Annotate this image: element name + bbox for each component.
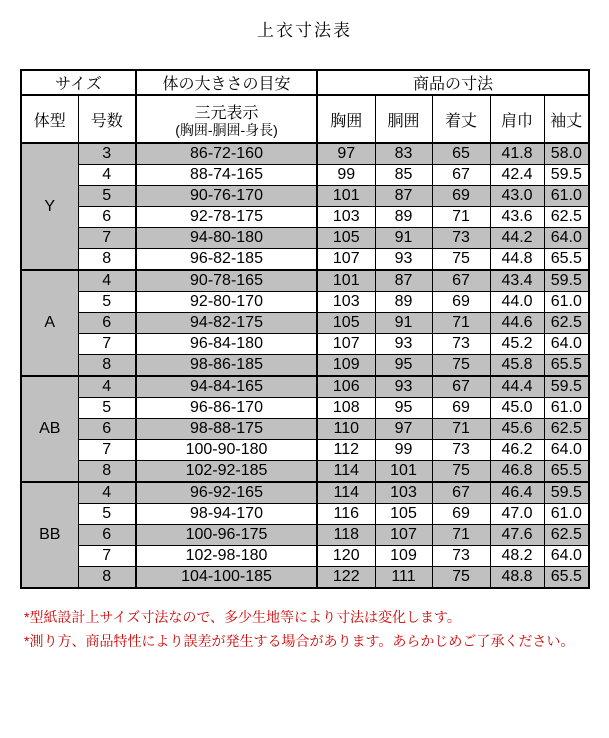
cell-shoulder-width: 47.6 [490, 525, 544, 546]
cell-three-measure: 94-80-180 [136, 228, 317, 249]
cell-chest: 103 [317, 207, 375, 228]
cell-size-number: 5 [78, 398, 136, 419]
cell-size-number: 8 [78, 355, 136, 377]
cell-three-measure: 94-82-175 [136, 313, 317, 334]
cell-chest: 122 [317, 567, 375, 589]
column-header-row [21, 95, 589, 143]
cell-shoulder-width: 44.0 [490, 292, 544, 313]
cell-size-number: 4 [78, 270, 136, 292]
cell-length: 67 [432, 270, 490, 292]
cell-three-measure: 92-78-175 [136, 207, 317, 228]
table-row [21, 165, 589, 186]
group-header-row [21, 70, 589, 95]
cell-sleeve-length: 64.0 [544, 440, 589, 461]
cell-waist: 93 [375, 334, 432, 355]
size-table-header [21, 70, 589, 143]
cell-shoulder-width: 48.2 [490, 546, 544, 567]
cell-three-measure: 98-94-170 [136, 504, 317, 525]
cell-length: 73 [432, 546, 490, 567]
cell-three-measure: 92-80-170 [136, 292, 317, 313]
cell-three-measure: 90-76-170 [136, 186, 317, 207]
cell-sleeve-length: 61.0 [544, 186, 589, 207]
cell-chest: 114 [317, 482, 375, 504]
cell-sleeve-length: 59.5 [544, 165, 589, 186]
cell-waist: 91 [375, 313, 432, 334]
cell-waist: 91 [375, 228, 432, 249]
col-header-sleeve-length: 袖丈 [544, 95, 589, 143]
cell-three-measure: 100-90-180 [136, 440, 317, 461]
cell-size-number: 8 [78, 249, 136, 271]
cell-length: 71 [432, 207, 490, 228]
cell-chest: 110 [317, 419, 375, 440]
cell-sleeve-length: 62.5 [544, 419, 589, 440]
cell-waist: 95 [375, 398, 432, 419]
cell-shoulder-width: 45.0 [490, 398, 544, 419]
cell-length: 73 [432, 228, 490, 249]
cell-shoulder-width: 43.4 [490, 270, 544, 292]
table-row [21, 504, 589, 525]
col-header-chest: 胸囲 [317, 95, 375, 143]
cell-sleeve-length: 58.0 [544, 143, 589, 165]
table-row [21, 207, 589, 228]
cell-size-number: 6 [78, 207, 136, 228]
cell-body-type: BB [21, 482, 78, 588]
table-row [21, 186, 589, 207]
cell-body-type: A [21, 270, 78, 376]
cell-shoulder-width: 44.8 [490, 249, 544, 271]
cell-waist: 105 [375, 504, 432, 525]
cell-three-measure: 94-84-165 [136, 376, 317, 398]
cell-shoulder-width: 43.0 [490, 186, 544, 207]
cell-size-number: 5 [78, 504, 136, 525]
cell-shoulder-width: 46.8 [490, 461, 544, 483]
table-row [21, 398, 589, 419]
cell-chest: 107 [317, 334, 375, 355]
cell-waist: 85 [375, 165, 432, 186]
cell-chest: 103 [317, 292, 375, 313]
cell-size-number: 4 [78, 482, 136, 504]
cell-sleeve-length: 62.5 [544, 313, 589, 334]
cell-waist: 87 [375, 186, 432, 207]
cell-length: 75 [432, 249, 490, 271]
cell-three-measure: 104-100-185 [136, 567, 317, 589]
col-header-three-measure [136, 95, 317, 143]
cell-three-measure: 102-98-180 [136, 546, 317, 567]
cell-waist: 97 [375, 419, 432, 440]
cell-waist: 101 [375, 461, 432, 483]
cell-body-type: AB [21, 376, 78, 482]
col-header-body-type: 体型 [21, 95, 78, 143]
cell-sleeve-length: 61.0 [544, 398, 589, 419]
cell-three-measure: 96-92-165 [136, 482, 317, 504]
cell-shoulder-width: 44.4 [490, 376, 544, 398]
cell-waist: 99 [375, 440, 432, 461]
cell-waist: 89 [375, 292, 432, 313]
table-row [21, 461, 589, 483]
cell-shoulder-width: 46.4 [490, 482, 544, 504]
cell-shoulder-width: 41.8 [490, 143, 544, 165]
cell-three-measure: 90-78-165 [136, 270, 317, 292]
table-row [21, 482, 589, 504]
size-table [20, 69, 590, 589]
cell-size-number: 7 [78, 334, 136, 355]
cell-length: 71 [432, 525, 490, 546]
cell-body-type: Y [21, 143, 78, 270]
table-row [21, 334, 589, 355]
cell-size-number: 7 [78, 440, 136, 461]
cell-length: 71 [432, 419, 490, 440]
cell-length: 75 [432, 355, 490, 377]
cell-chest: 101 [317, 186, 375, 207]
cell-chest: 106 [317, 376, 375, 398]
table-row [21, 355, 589, 377]
footnotes [24, 609, 609, 650]
table-row [21, 567, 589, 589]
cell-chest: 99 [317, 165, 375, 186]
cell-sleeve-length: 65.5 [544, 249, 589, 271]
footnote-pattern-design: *型紙設計上サイズ寸法なので、多少生地等により寸法は変化します。 [24, 609, 461, 625]
cell-length: 73 [432, 334, 490, 355]
cell-shoulder-width: 42.4 [490, 165, 544, 186]
table-row [21, 292, 589, 313]
table-row [21, 249, 589, 271]
cell-length: 67 [432, 376, 490, 398]
cell-length: 69 [432, 292, 490, 313]
group-header-size: サイズ [21, 70, 136, 95]
page-title: 上衣寸法表 [257, 21, 352, 40]
cell-three-measure: 100-96-175 [136, 525, 317, 546]
cell-three-measure: 96-84-180 [136, 334, 317, 355]
table-row [21, 440, 589, 461]
cell-three-measure: 96-86-170 [136, 398, 317, 419]
cell-size-number: 8 [78, 567, 136, 589]
cell-waist: 107 [375, 525, 432, 546]
cell-size-number: 4 [78, 376, 136, 398]
cell-size-number: 6 [78, 419, 136, 440]
cell-waist: 83 [375, 143, 432, 165]
cell-length: 75 [432, 567, 490, 589]
cell-three-measure: 98-86-185 [136, 355, 317, 377]
three-measure-title: 三元表示 [194, 104, 259, 122]
cell-shoulder-width: 45.8 [490, 355, 544, 377]
cell-length: 73 [432, 440, 490, 461]
cell-chest: 120 [317, 546, 375, 567]
cell-chest: 118 [317, 525, 375, 546]
cell-shoulder-width: 43.6 [490, 207, 544, 228]
cell-three-measure: 86-72-160 [136, 143, 317, 165]
group-header-product-dimensions: 商品の寸法 [317, 70, 589, 95]
cell-length: 65 [432, 143, 490, 165]
cell-waist: 103 [375, 482, 432, 504]
three-measure-subtitle: (胸囲-胴囲-身長) [175, 121, 278, 138]
table-row [21, 525, 589, 546]
cell-three-measure: 88-74-165 [136, 165, 317, 186]
cell-chest: 114 [317, 461, 375, 483]
cell-sleeve-length: 64.0 [544, 546, 589, 567]
table-row [21, 143, 589, 165]
cell-chest: 107 [317, 249, 375, 271]
table-row [21, 313, 589, 334]
cell-shoulder-width: 47.0 [490, 504, 544, 525]
cell-shoulder-width: 45.6 [490, 419, 544, 440]
cell-sleeve-length: 65.5 [544, 355, 589, 377]
cell-size-number: 4 [78, 165, 136, 186]
col-header-waist: 胴囲 [375, 95, 432, 143]
cell-three-measure: 96-82-185 [136, 249, 317, 271]
cell-waist: 109 [375, 546, 432, 567]
cell-length: 67 [432, 165, 490, 186]
cell-sleeve-length: 61.0 [544, 504, 589, 525]
cell-size-number: 7 [78, 228, 136, 249]
cell-size-number: 5 [78, 292, 136, 313]
col-header-length: 着丈 [432, 95, 490, 143]
cell-shoulder-width: 44.6 [490, 313, 544, 334]
cell-size-number: 6 [78, 313, 136, 334]
cell-shoulder-width: 48.8 [490, 567, 544, 589]
cell-three-measure: 102-92-185 [136, 461, 317, 483]
table-row [21, 270, 589, 292]
col-header-shoulder-width: 肩巾 [490, 95, 544, 143]
cell-sleeve-length: 65.5 [544, 567, 589, 589]
cell-three-measure: 98-88-175 [136, 419, 317, 440]
group-header-body-size-guide: 体の大きさの目安 [136, 70, 317, 95]
cell-size-number: 6 [78, 525, 136, 546]
cell-chest: 97 [317, 143, 375, 165]
cell-waist: 89 [375, 207, 432, 228]
cell-size-number: 3 [78, 143, 136, 165]
cell-shoulder-width: 45.2 [490, 334, 544, 355]
cell-length: 71 [432, 313, 490, 334]
cell-chest: 105 [317, 313, 375, 334]
cell-sleeve-length: 65.5 [544, 461, 589, 483]
cell-size-number: 7 [78, 546, 136, 567]
footnote-measurement-error: *測り方、商品特性により誤差が発生する場合があります。あらかじめご了承ください。 [24, 633, 575, 649]
cell-sleeve-length: 64.0 [544, 228, 589, 249]
cell-length: 67 [432, 482, 490, 504]
cell-sleeve-length: 59.5 [544, 270, 589, 292]
cell-sleeve-length: 62.5 [544, 525, 589, 546]
col-header-size-number: 号数 [78, 95, 136, 143]
size-table-body [21, 143, 589, 588]
table-row [21, 376, 589, 398]
cell-sleeve-length: 64.0 [544, 334, 589, 355]
cell-chest: 108 [317, 398, 375, 419]
cell-shoulder-width: 44.2 [490, 228, 544, 249]
cell-waist: 111 [375, 567, 432, 589]
cell-size-number: 8 [78, 461, 136, 483]
cell-chest: 101 [317, 270, 375, 292]
cell-waist: 93 [375, 376, 432, 398]
cell-shoulder-width: 46.2 [490, 440, 544, 461]
cell-waist: 87 [375, 270, 432, 292]
cell-chest: 116 [317, 504, 375, 525]
cell-length: 69 [432, 186, 490, 207]
cell-sleeve-length: 59.5 [544, 376, 589, 398]
table-row [21, 228, 589, 249]
cell-size-number: 5 [78, 186, 136, 207]
cell-chest: 105 [317, 228, 375, 249]
cell-length: 69 [432, 504, 490, 525]
cell-chest: 112 [317, 440, 375, 461]
cell-sleeve-length: 61.0 [544, 292, 589, 313]
table-row [21, 419, 589, 440]
cell-length: 69 [432, 398, 490, 419]
cell-sleeve-length: 62.5 [544, 207, 589, 228]
table-row [21, 546, 589, 567]
cell-waist: 93 [375, 249, 432, 271]
cell-chest: 109 [317, 355, 375, 377]
cell-waist: 95 [375, 355, 432, 377]
cell-sleeve-length: 59.5 [544, 482, 589, 504]
cell-length: 75 [432, 461, 490, 483]
